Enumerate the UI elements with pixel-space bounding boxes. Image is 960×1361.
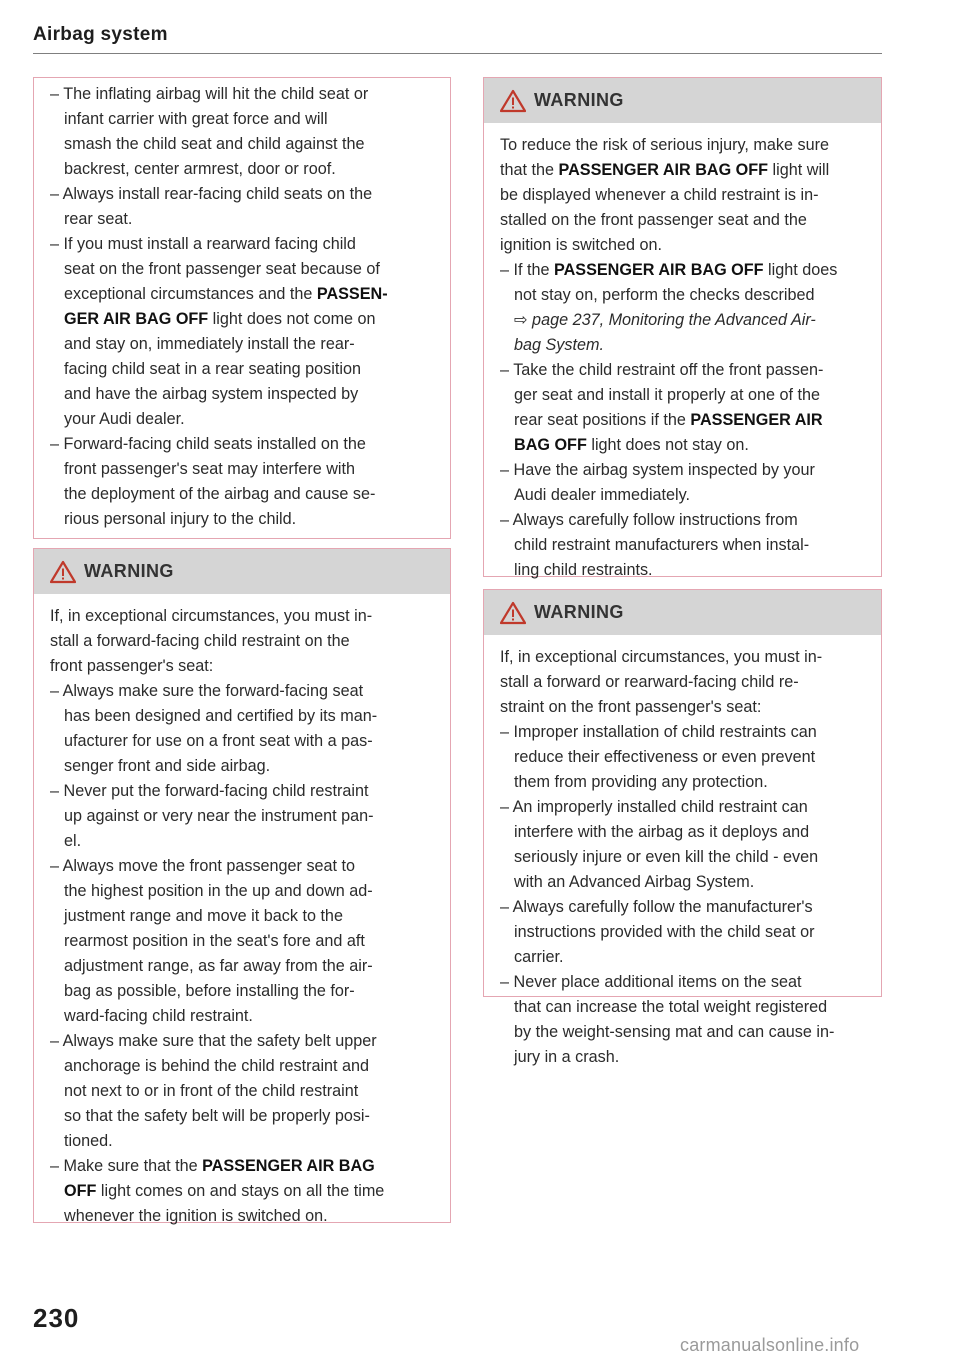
text-line: the highest position in the up and down ad-: [64, 882, 373, 900]
text-line: them from providing any protection.: [514, 773, 768, 791]
text-line: whenever the ignition is switched on.: [64, 1207, 328, 1225]
text-line: el.: [64, 832, 82, 850]
text-line: by the weight-sensing mat and can cause in-: [514, 1023, 835, 1041]
text-line: – Always move the front passenger seat to: [50, 857, 356, 875]
text-line: – Improper installation of child restraints can: [500, 723, 817, 741]
text-line: – Always make sure the forward-facing seat: [50, 682, 364, 700]
cross-reference-link[interactable]: ⇨ page 237, Monitoring the Advanced Air-: [514, 311, 816, 329]
text-line: rear seat.: [64, 210, 133, 228]
text-line: Audi dealer immediately.: [514, 486, 691, 504]
page-number: 230: [33, 1303, 80, 1333]
text-line: stalled on the front passenger seat and the: [500, 211, 807, 229]
text-line: senger front and side airbag.: [64, 757, 271, 775]
text-line: – Make sure that the PASSENGER AIR BAG: [50, 1157, 375, 1175]
text-line: and stay on, immediately install the rear-: [64, 335, 355, 353]
warning-title: WARNING: [534, 602, 624, 622]
text-line: seriously injure or even kill the child - even: [514, 848, 819, 866]
text-line: If, in exceptional circumstances, you must in-: [500, 648, 823, 666]
text-line: with an Advanced Airbag System.: [514, 873, 755, 891]
bold-term: PASSENGER AIR BAG: [202, 1157, 375, 1175]
text-line: – The inflating airbag will hit the child seat or: [50, 85, 369, 103]
text-line: – Forward-facing child seats installed on the: [50, 435, 366, 453]
text-line: – Always make sure that the safety belt upper: [50, 1032, 377, 1050]
text-line: jury in a crash.: [514, 1048, 620, 1066]
text-line: so that the safety belt will be properly posi-: [64, 1107, 370, 1125]
text-line: that the PASSENGER AIR BAG OFF light will: [500, 161, 830, 179]
text-line: To reduce the risk of serious injury, make sure: [500, 136, 829, 154]
text-line: – If you must install a rearward facing child: [50, 235, 356, 253]
bold-term: PASSENGER AIR: [690, 411, 823, 429]
text-line: BAG OFF light does not stay on.: [514, 436, 749, 454]
section-title: Airbag system: [33, 24, 168, 45]
text-line: – An improperly installed child restraint can: [500, 798, 808, 816]
text-line: – Always carefully follow the manufacturer's: [500, 898, 813, 916]
text-line: instructions provided with the child seat or: [514, 923, 815, 941]
text-line: reduce their effectiveness or even prevent: [514, 748, 816, 766]
continuation-box: [33, 77, 451, 539]
text-line: be displayed whenever a child restraint is in-: [500, 186, 819, 204]
text-line: not stay on, perform the checks described: [514, 286, 815, 304]
bold-term: PASSEN-: [316, 285, 388, 303]
text-line: exceptional circumstances and the PASSEN-: [64, 285, 388, 303]
text-line: If, in exceptional circumstances, you must in-: [50, 607, 373, 625]
text-line: and have the airbag system inspected by: [64, 385, 359, 403]
warning-header: [34, 549, 450, 594]
text-line: stall a forward-facing child restraint on the: [50, 632, 350, 650]
text-line: up against or very near the instrument pan-: [64, 807, 374, 825]
text-line: front passenger's seat:: [50, 657, 214, 675]
text-line: – Never place additional items on the seat: [500, 973, 802, 991]
text-line: child restraint manufacturers when instal-: [514, 536, 810, 554]
text-line: – Always carefully follow instructions from: [500, 511, 798, 529]
text-line: – Take the child restraint off the front passen-: [500, 361, 824, 379]
text-line: adjustment range, as far away from the air-: [64, 957, 373, 975]
text-line: straint on the front passenger's seat:: [500, 698, 762, 716]
text-line: ignition is switched on.: [500, 236, 662, 254]
text-line: rearmost position in the seat's fore and aft: [64, 932, 365, 950]
text-line: – Never put the forward-facing child restraint: [50, 782, 369, 800]
text-line: facing child seat in a rear seating position: [64, 360, 361, 378]
bold-term: GER AIR BAG OFF: [64, 310, 209, 328]
text-line: bag as possible, before installing the for-: [64, 982, 355, 1000]
header-rule: [33, 53, 882, 54]
text-line: has been designed and certified by its man-: [64, 707, 378, 725]
text-line: – If the PASSENGER AIR BAG OFF light does: [500, 261, 838, 279]
text-line: ling child restraints.: [514, 561, 653, 579]
warning-box: [33, 548, 451, 1223]
warning-box: [483, 589, 882, 1066]
text-line: front passenger's seat may interfere with: [64, 460, 356, 478]
text-line: interfere with the airbag as it deploys and: [514, 823, 810, 841]
text-line: not next to or in front of the child restraint: [64, 1082, 359, 1100]
text-line: – Have the airbag system inspected by your: [500, 461, 815, 479]
bold-term: PASSENGER AIR BAG OFF: [554, 261, 764, 279]
warning-triangle-icon: [500, 601, 526, 625]
text-line: ward-facing child restraint.: [64, 1007, 253, 1025]
text-line: that can increase the total weight registered: [514, 998, 828, 1016]
warning-box: [483, 77, 882, 577]
text-line: tioned.: [64, 1132, 113, 1150]
text-line: ger seat and install it properly at one of the: [514, 386, 820, 404]
warning-header: [484, 78, 881, 123]
text-line: – Always install rear-facing child seats on the: [50, 185, 373, 203]
bold-term: OFF: [64, 1182, 97, 1200]
bold-term: PASSENGER AIR BAG OFF: [558, 161, 769, 179]
text-line: seat on the front passenger seat because of: [64, 260, 380, 278]
text-line: OFF light comes on and stays on all the time: [64, 1182, 385, 1200]
watermark: carmanualsonline.info: [680, 1335, 860, 1355]
cross-reference-link[interactable]: bag System.: [514, 336, 604, 354]
text-line: rear seat positions if the PASSENGER AIR: [514, 411, 823, 429]
text-line: your Audi dealer.: [64, 410, 185, 428]
warning-header: [484, 590, 881, 635]
text-line: stall a forward or rearward-facing child re-: [500, 673, 799, 691]
text-line: rious personal injury to the child.: [64, 510, 297, 528]
warning-triangle-icon: [50, 560, 76, 584]
warning-title: WARNING: [534, 90, 624, 110]
warning-triangle-icon: [500, 89, 526, 113]
text-line: justment range and move it back to the: [64, 907, 343, 925]
bold-term: BAG OFF: [514, 436, 587, 454]
text-line: carrier.: [514, 948, 564, 966]
text-line: backrest, center armrest, door or roof.: [64, 160, 336, 178]
text-line: GER AIR BAG OFF light does not come on: [64, 310, 376, 328]
text-line: smash the child seat and child against the: [64, 135, 365, 153]
text-line: ufacturer for use on a front seat with a pas-: [64, 732, 373, 750]
text-line: anchorage is behind the child restraint and: [64, 1057, 370, 1075]
text-line: the deployment of the airbag and cause se-: [64, 485, 376, 503]
warning-title: WARNING: [84, 561, 174, 581]
text-line: infant carrier with great force and will: [64, 110, 328, 128]
